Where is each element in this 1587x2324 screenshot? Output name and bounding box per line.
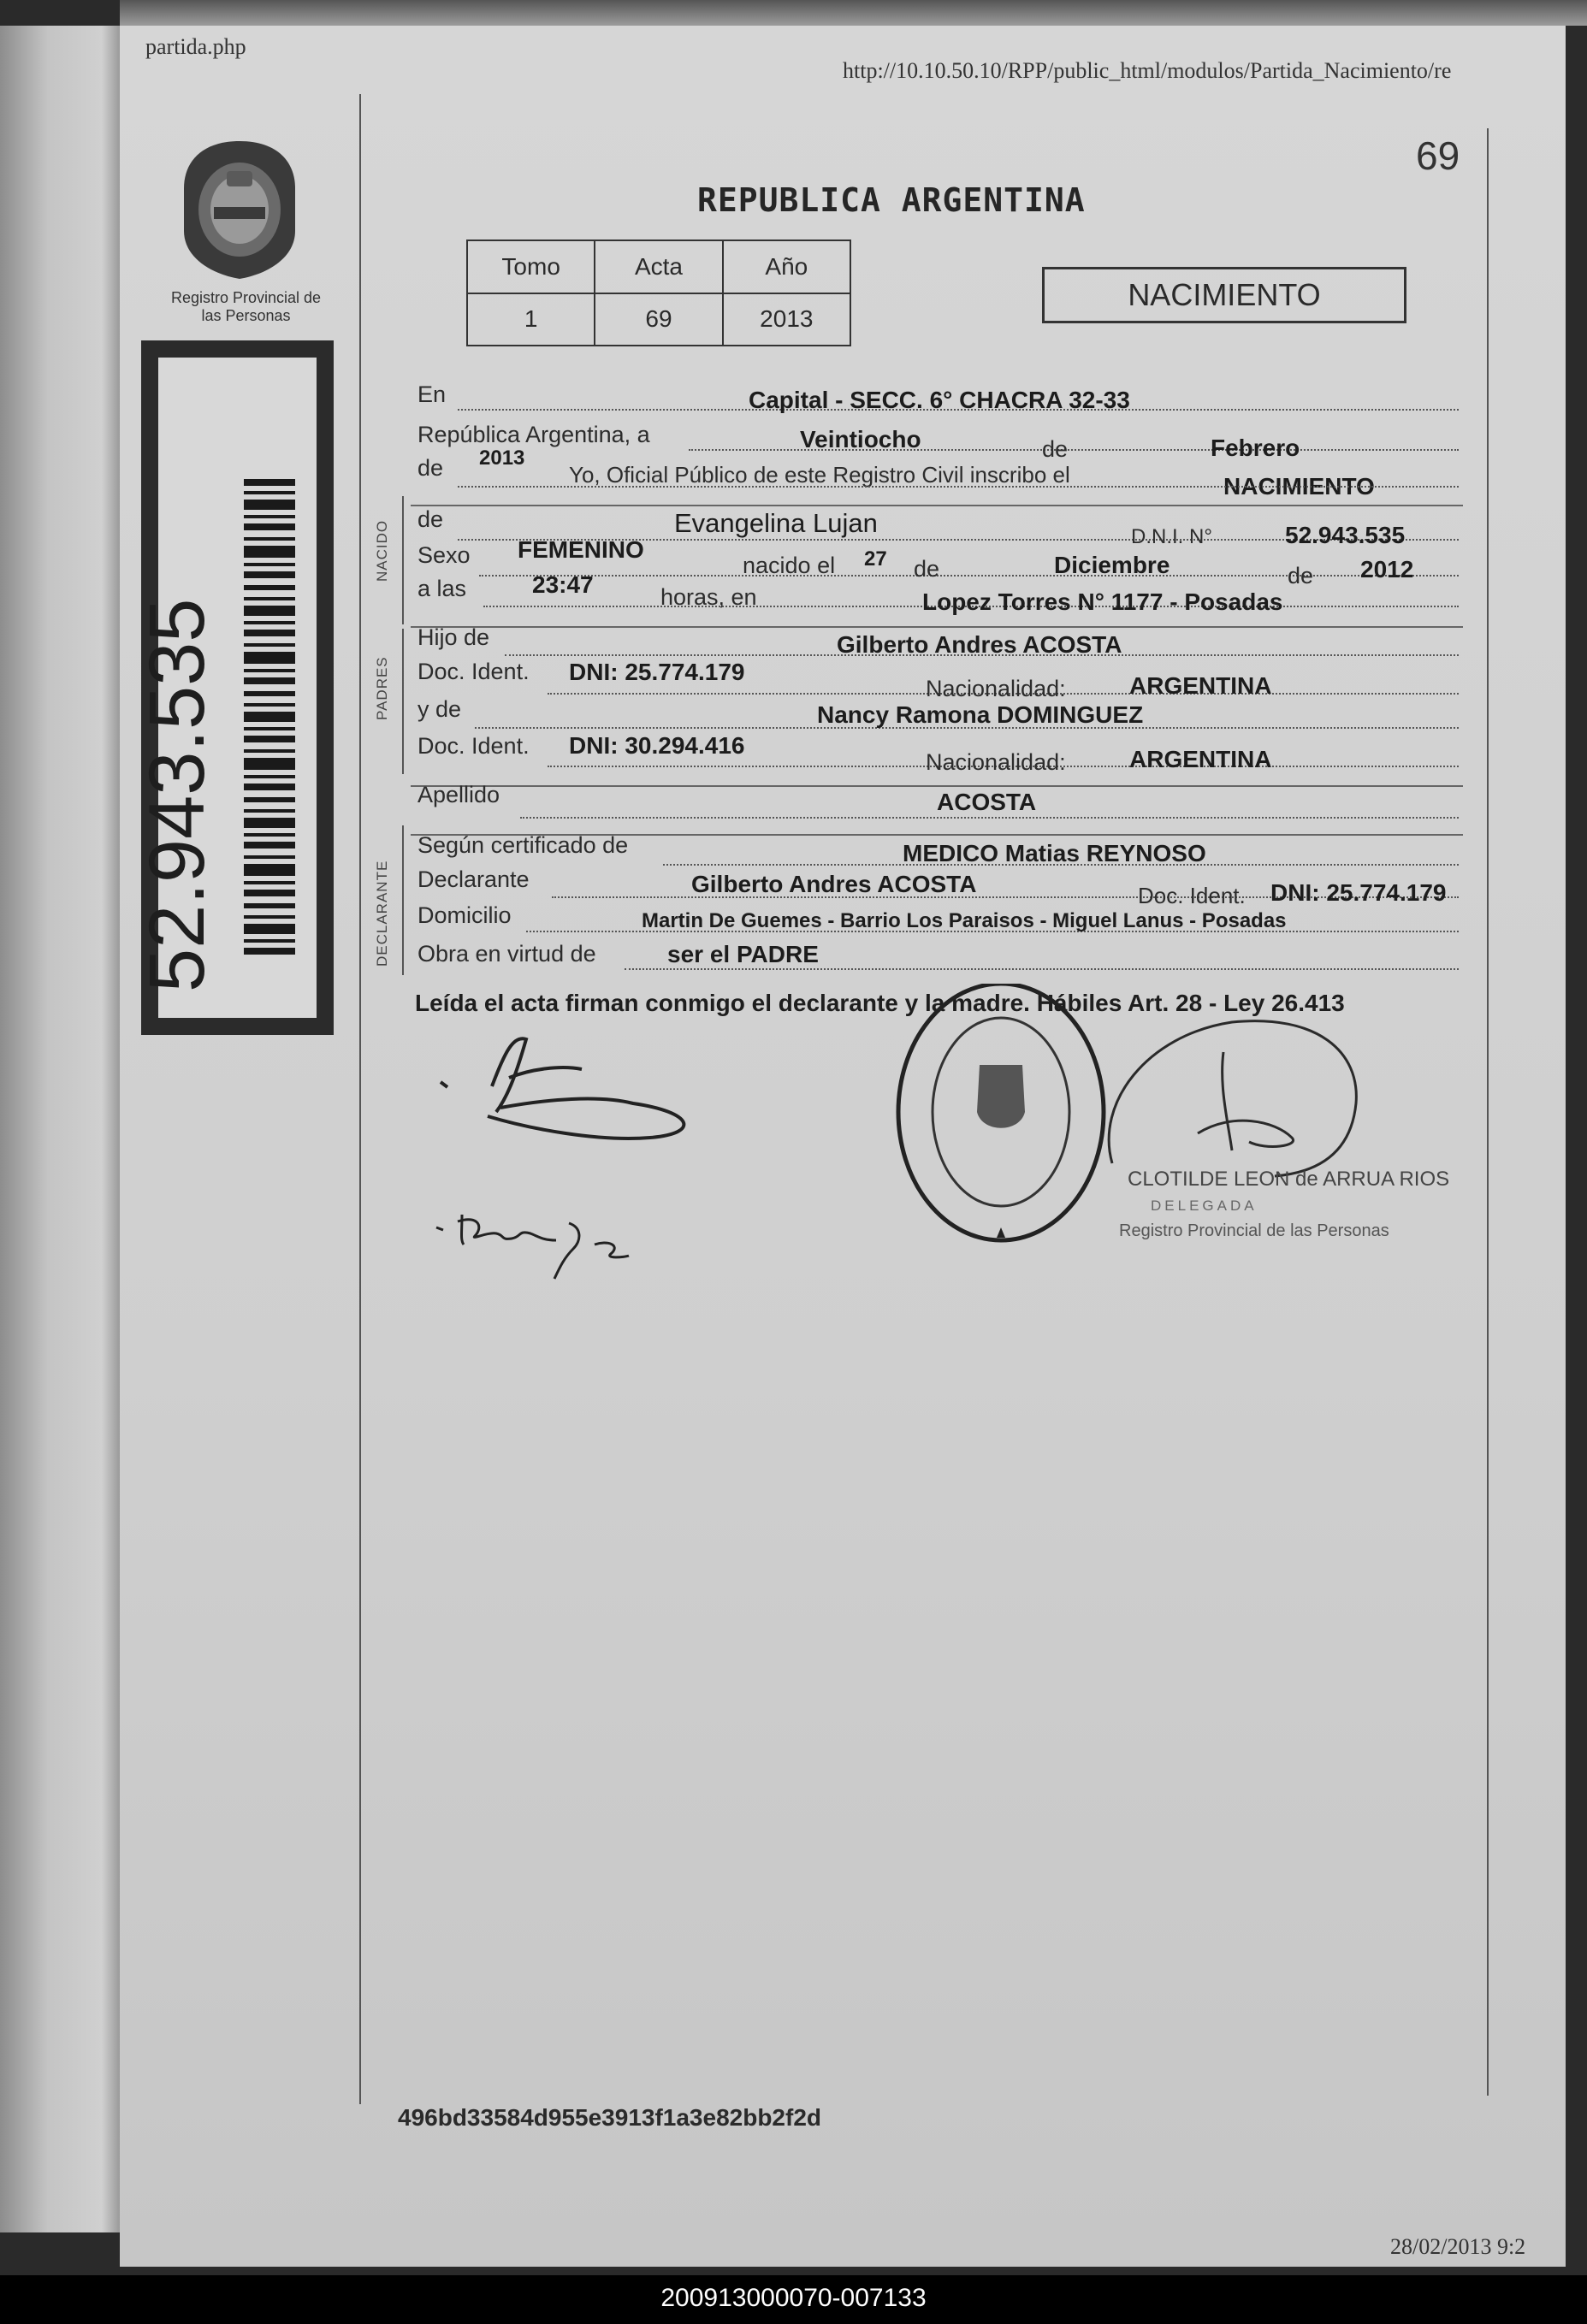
print-datestamp: 28/02/2013 9:2: [1390, 2234, 1526, 2259]
signatures-and-seal: [411, 984, 1480, 1300]
table-row: [467, 293, 850, 346]
de2-label: de: [417, 455, 444, 481]
lugar-value: Lopez Torres N° 1177 - Posadas: [922, 588, 1283, 615]
declarante-label: Declarante: [417, 866, 530, 892]
declarante-value: Gilberto Andres ACOSTA: [691, 871, 977, 897]
seal-star-icon: [997, 1227, 1005, 1238]
certificado-value: MEDICO Matias REYNOSO: [903, 840, 1206, 866]
doc-label: Doc. Ident.: [417, 659, 530, 684]
page-number: 69: [1416, 133, 1460, 178]
declarante-doc-value: DNI: 25.774.179: [1270, 879, 1447, 906]
madre-doc-value: DNI: 30.294.416: [569, 732, 745, 759]
dotted-line: [520, 817, 1459, 819]
document-hash: 496bd33584d955e3913f1a3e82bb2f2d: [398, 2104, 822, 2131]
browser-tab-title: partida.php: [145, 34, 246, 59]
padres-bracket: [402, 629, 404, 774]
day-value: Veintiocho: [800, 426, 921, 452]
doc3-label: Doc. Ident.: [1138, 883, 1246, 908]
nacido-bracket: [402, 496, 404, 624]
hora-value: 23:47: [532, 571, 594, 598]
country-title: REPUBLICA ARGENTINA: [697, 181, 1086, 219]
nac2-label: Nacionalidad:: [926, 749, 1066, 775]
record-type-box: NACIMIENTO: [1042, 267, 1406, 323]
dotted-line: [458, 486, 1459, 488]
table-header: Acta: [595, 240, 722, 293]
de3-label: de: [417, 506, 444, 532]
official-office: Registro Provincial de las Personas: [1119, 1221, 1389, 1240]
birth-month-value: Diciembre: [1054, 552, 1170, 578]
obra-label: Obra en virtud de: [417, 941, 596, 967]
birth-day-value: 27: [864, 547, 887, 571]
month-value: Febrero: [1211, 435, 1300, 461]
apellido-value: ACOSTA: [937, 789, 1037, 815]
left-margin-line: [359, 94, 361, 2104]
section-label-declarante: DECLARANTE: [374, 860, 390, 967]
signature-mark-icon: [441, 1082, 447, 1087]
obra-value: ser el PADRE: [667, 941, 819, 967]
sexo-label: Sexo: [417, 542, 471, 568]
republica-label: República Argentina, a: [417, 422, 650, 447]
hijo-label: Hijo de: [417, 624, 490, 650]
barcode-icon: [244, 479, 295, 958]
closing-statement: Leída el acta firman conmigo el declarante y la madre. Hábiles Art. 28 - Ley 26.413: [415, 990, 1345, 1016]
en-label: En: [417, 381, 447, 407]
domicilio-value: Martin De Guemes - Barrio Los Paraisos - Miguel Lanus - Posadas: [642, 909, 1287, 932]
padre-value: Gilberto Andres ACOSTA: [837, 631, 1122, 658]
background-top: [120, 0, 1587, 26]
dni-value: 52.943.535: [1285, 522, 1406, 548]
section-rule: [411, 626, 1463, 628]
de-label: de: [1042, 436, 1069, 462]
scan-code: 200913000070-007133: [660, 2284, 927, 2312]
birth-year-value: 2012: [1360, 556, 1414, 582]
table-cell: 69: [595, 293, 722, 346]
madre-nac-value: ARGENTINA: [1129, 746, 1272, 772]
domicilio-label: Domicilio: [417, 902, 512, 928]
apellido-label: Apellido: [417, 782, 500, 807]
horas-label: horas, en: [660, 584, 757, 610]
official-role: DELEGADA: [1151, 1197, 1258, 1214]
inscribo-value: NACIMIENTO: [1223, 473, 1375, 500]
padre-doc-value: DNI: 25.774.179: [569, 659, 745, 685]
province-emblem-icon: [175, 137, 304, 282]
section-label-padres: PADRES: [374, 656, 390, 720]
table-cell: 2013: [723, 293, 850, 346]
right-margin-line: [1487, 128, 1489, 2096]
dni-label: D.N.I. N°: [1131, 525, 1212, 548]
browser-url: http://10.10.50.10/RPP/public_html/modulos/Partida_Nacimiento/re: [843, 58, 1452, 83]
madre-value: Nancy Ramona DOMINGUEZ: [817, 701, 1144, 728]
dotted-line: [625, 968, 1459, 970]
signature-official-icon: [1109, 1021, 1356, 1176]
table-header: Tomo: [467, 240, 595, 293]
strip-number: 52.943.535: [133, 598, 221, 992]
certificado-label: Según certificado de: [417, 832, 629, 858]
nac-label: Nacionalidad:: [926, 676, 1066, 701]
nacido-label: nacido el: [743, 553, 836, 578]
record-reference-table: [466, 239, 851, 346]
table-header-row: [467, 240, 850, 293]
left-page-edge: [0, 26, 120, 2232]
doc2-label: Doc. Ident.: [417, 733, 530, 759]
inscribo-text: Yo, Oficial Público de este Registro Civil inscribo el: [569, 462, 1070, 488]
signature-mother-icon: [436, 1215, 629, 1279]
table-header: Año: [723, 240, 850, 293]
sexo-value: FEMENINO: [518, 536, 644, 563]
seal-emblem-icon: [977, 1065, 1025, 1128]
section-label-nacido: NACIDO: [374, 519, 390, 582]
emblem-label: Registro Provincial de las Personas: [170, 289, 322, 324]
de4-label: de: [914, 556, 940, 582]
declarante-bracket: [402, 825, 404, 975]
signature-declarante-icon: [488, 1038, 684, 1138]
de5-label: de: [1288, 563, 1314, 588]
section-rule: [411, 505, 1463, 506]
section-rule: [411, 785, 1463, 787]
place-value: Capital - SECC. 6° CHACRA 32-33: [749, 387, 1130, 413]
yde-label: y de: [417, 696, 462, 722]
name-value: Evangelina Lujan: [674, 508, 878, 538]
year-value: 2013: [479, 446, 525, 470]
official-name: CLOTILDE LEON de ARRUA RIOS: [1128, 1168, 1450, 1191]
table-cell: 1: [467, 293, 595, 346]
alas-label: a las: [417, 576, 467, 601]
padre-nac-value: ARGENTINA: [1129, 672, 1272, 699]
